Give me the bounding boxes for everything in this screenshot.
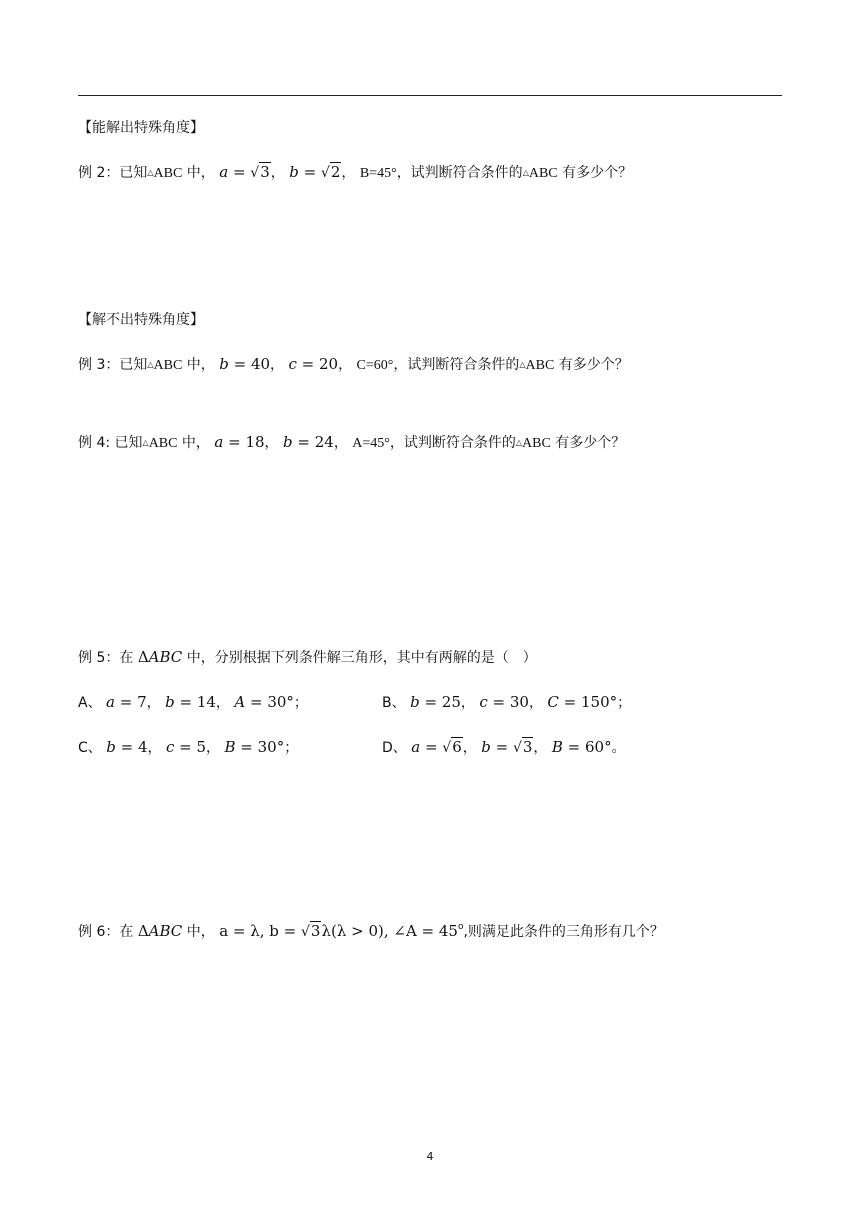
triangle-symbol: △ xyxy=(147,360,154,369)
opt-eq: = xyxy=(562,738,585,756)
opt-end: ； xyxy=(284,740,299,756)
opt-c-v3: 30° xyxy=(257,738,285,756)
triangle-symbol: △ xyxy=(522,168,529,177)
option-c xyxy=(78,737,298,758)
ex4-eq-2: = xyxy=(292,433,315,451)
ex4-suffix: ，试判断符合条件的 xyxy=(389,435,516,451)
example-2 xyxy=(78,162,632,184)
ex3-mid: 中， xyxy=(182,357,215,373)
ex3-suffix: ，试判断符合条件的 xyxy=(393,357,520,373)
ex6-sqrt-val: 3 xyxy=(310,922,321,940)
opt-end: 。 xyxy=(611,740,626,756)
opt-d-v2: 3 xyxy=(522,738,533,756)
ex2-mid: 中， xyxy=(182,165,215,181)
ex3-eq-2: = xyxy=(296,355,319,373)
header-rule xyxy=(78,95,782,96)
ex6-expr-rest: λ(λ > 0), ∠A = 45 xyxy=(321,922,458,940)
opt-sep: ， xyxy=(206,740,221,756)
ex2-prefix: 例 2：已知 xyxy=(78,165,148,181)
opt-b-v2: 30 xyxy=(509,693,529,711)
opt-d-p3: B xyxy=(551,738,563,756)
opt-b-p2: c xyxy=(479,693,488,711)
option-a xyxy=(78,692,308,713)
opt-sep: ， xyxy=(146,695,161,711)
ex2-eq: = xyxy=(228,163,251,181)
ex3-c-val: 20 xyxy=(319,355,339,373)
ex3-prefix: 例 3：已知 xyxy=(78,357,148,373)
ex3-b-label: b xyxy=(219,355,229,373)
ex4-mid: 中， xyxy=(177,435,210,451)
opt-sep: ， xyxy=(460,695,475,711)
option-label: A、 xyxy=(78,695,102,711)
ex2-end: 有多少个？ xyxy=(557,165,633,181)
ex4-a-val: 18 xyxy=(245,433,265,451)
ex6-expr-b: b = xyxy=(269,922,301,940)
triangle-symbol: △ xyxy=(142,438,149,447)
opt-eq: = xyxy=(420,738,443,756)
opt-eq: = xyxy=(490,738,513,756)
example-5 xyxy=(78,647,537,668)
ex4-tri-name: ABC xyxy=(148,436,178,451)
ex6-suffix: ,则满足此条件的三角形有几个？ xyxy=(463,924,664,940)
opt-b-v3: 150° xyxy=(580,693,618,711)
triangle-symbol: △ xyxy=(519,360,526,369)
opt-eq: = xyxy=(174,693,197,711)
ex2-suffix: ，试判断符合条件的 xyxy=(396,165,523,181)
opt-eq: = xyxy=(419,693,442,711)
opt-sep: ， xyxy=(215,695,230,711)
opt-c-p3: B xyxy=(224,738,236,756)
opt-a-p3: A xyxy=(234,693,246,711)
opt-eq: = xyxy=(487,693,510,711)
option-label: D、 xyxy=(382,740,407,756)
ex3-c-label: c xyxy=(288,355,297,373)
triangle-symbol: △ xyxy=(147,168,154,177)
example-3 xyxy=(78,354,629,376)
opt-d-p2: b xyxy=(481,738,491,756)
ex6-text: 中， xyxy=(182,924,215,940)
opt-sep: ， xyxy=(147,740,162,756)
opt-c-p1: b xyxy=(106,738,116,756)
opt-eq: = xyxy=(245,693,268,711)
delta-symbol: Δ xyxy=(137,922,149,940)
opt-eq: = xyxy=(235,738,258,756)
ex3-tri-name: ABC xyxy=(153,358,183,373)
option-b xyxy=(382,692,631,713)
ex4-angle: A=45° xyxy=(352,436,390,451)
ex2-tri-name-2: ABC xyxy=(528,166,558,181)
section-heading-special: 【能解出特殊角度】 xyxy=(78,120,204,136)
ex4-sep: ， xyxy=(264,435,279,451)
opt-end: ； xyxy=(293,695,308,711)
ex4-tri-name-2: ABC xyxy=(522,436,551,451)
opt-b-p1: b xyxy=(410,693,420,711)
ex6-expr-a: a = λ, xyxy=(219,922,270,940)
example-4 xyxy=(78,432,625,454)
triangle-symbol: △ xyxy=(515,438,523,447)
opt-eq: = xyxy=(558,693,581,711)
ex5-prefix: 例 5：在 xyxy=(78,650,138,666)
opt-sep: ， xyxy=(533,740,548,756)
sqrt-icon: √ xyxy=(442,740,452,756)
opt-a-v1: 7 xyxy=(137,693,147,711)
opt-c-v2: 5 xyxy=(196,738,207,756)
ex6-degree-sup: o xyxy=(457,922,464,932)
ex5-tri-name: ABC xyxy=(148,648,183,666)
ex4-sep-2: ， xyxy=(333,435,348,451)
opt-a-p2: b xyxy=(165,693,175,711)
ex4-end: 有多少个？ xyxy=(550,435,626,451)
ex2-sep-2: ， xyxy=(341,165,356,181)
ex4-a-label: a xyxy=(214,433,224,451)
ex3-sep: ， xyxy=(270,357,285,373)
opt-a-p1: a xyxy=(106,693,115,711)
ex4-b-val: 24 xyxy=(314,433,334,451)
ex4-prefix: 例 4: 已知 xyxy=(78,435,143,451)
opt-d-v1: 6 xyxy=(452,738,462,756)
example-6 xyxy=(78,917,664,942)
opt-b-v1: 25 xyxy=(441,693,461,711)
delta-symbol: Δ xyxy=(137,648,149,666)
ex3-b-val: 40 xyxy=(250,355,271,373)
option-label: C、 xyxy=(78,740,102,756)
opt-a-v2: 14 xyxy=(196,693,216,711)
ex6-prefix: 例 6：在 xyxy=(78,924,138,940)
ex6-tri-name: ABC xyxy=(148,922,183,940)
ex2-tri-name: ABC xyxy=(153,166,183,181)
ex5-text: 中，分别根据下列条件解三角形，其中有两解的是（ ） xyxy=(182,650,537,666)
sqrt-icon: √ xyxy=(320,165,330,181)
opt-eq: = xyxy=(174,738,197,756)
opt-d-v3: 60° xyxy=(585,738,612,756)
option-d xyxy=(382,737,626,758)
ex3-eq: = xyxy=(228,355,251,373)
ex3-angle: C=60° xyxy=(356,358,394,373)
opt-a-v3: 30° xyxy=(267,693,294,711)
opt-d-p1: a xyxy=(411,738,421,756)
opt-eq: = xyxy=(114,693,138,711)
opt-eq: = xyxy=(115,738,138,756)
ex3-tri-name-2: ABC xyxy=(525,358,555,373)
ex4-b-label: b xyxy=(283,433,293,451)
ex2-a-val: 3 xyxy=(260,163,270,181)
sqrt-icon: √ xyxy=(512,740,522,756)
ex2-b-label: b xyxy=(289,163,299,181)
opt-b-p3: C xyxy=(547,693,559,711)
ex2-angle: B=45° xyxy=(359,166,397,181)
ex4-eq: = xyxy=(223,433,246,451)
ex3-end: 有多少个？ xyxy=(554,357,629,373)
opt-end: ； xyxy=(617,695,632,711)
page-number: 4 xyxy=(426,1150,434,1163)
ex2-eq-2: = xyxy=(298,163,321,181)
section-heading-nonspecial: 【解不出特殊角度】 xyxy=(78,312,204,328)
ex2-sep: ， xyxy=(270,165,285,181)
opt-sep: ， xyxy=(528,695,543,711)
opt-c-p2: c xyxy=(165,738,175,756)
sqrt-icon: √ xyxy=(301,924,310,940)
opt-sep: ， xyxy=(462,740,477,756)
ex2-b-val: 2 xyxy=(330,163,341,181)
option-label: B、 xyxy=(382,695,406,711)
ex3-sep-2: ， xyxy=(338,357,353,373)
sqrt-icon: √ xyxy=(250,165,260,181)
opt-c-v1: 4 xyxy=(137,738,148,756)
ex2-a-label: a xyxy=(219,163,229,181)
